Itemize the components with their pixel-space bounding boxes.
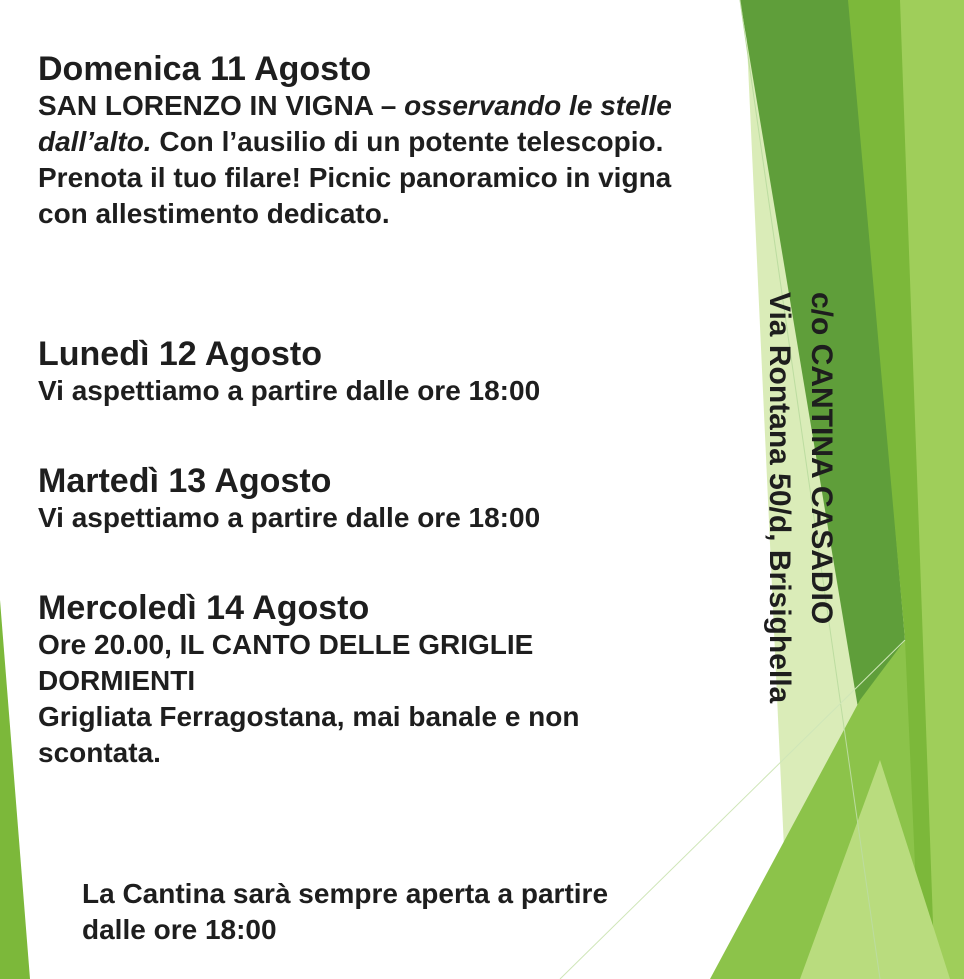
event-wednesday — [38, 589, 718, 771]
event-monday — [38, 335, 718, 409]
event-tuesday — [38, 462, 718, 536]
address-street: Via Rontana 50/d, Brisighella — [763, 292, 796, 704]
event-description: Vi aspettiamo a partire dalle ore 18:00 — [38, 375, 541, 406]
address-block — [758, 292, 842, 772]
event-day: Lunedì 12 Agosto — [38, 335, 322, 373]
event-detail: Grigliata Ferragostana, mai banale e non scontata. — [38, 701, 580, 768]
opening-hours-note: La Cantina sarà sempre aperta a partire dalle ore 18:00 — [82, 878, 609, 945]
event-day: Mercoledì 14 Agosto — [38, 589, 370, 627]
event-description: Ore 20.00, IL CANTO DELLE GRIGLIE DORMIENTI — [38, 629, 534, 696]
green-left-edge — [0, 600, 30, 979]
event-description — [38, 88, 718, 160]
event-day: Martedì 13 Agosto — [38, 462, 332, 500]
event-sunday — [38, 50, 718, 232]
event-description: Vi aspettiamo a partire dalle ore 18:00 — [38, 502, 541, 533]
event-day: Domenica 11 Agosto — [38, 50, 372, 88]
event-title-rest: Con l’ausilio di un potente telescopio. — [151, 126, 664, 157]
event-title-italic: osservando le stelle dall’alto. — [38, 90, 672, 157]
event-title: SAN LORENZO IN VIGNA – — [38, 90, 405, 121]
address-venue: c/o CANTINA CASADIO — [805, 292, 838, 625]
event-detail: Prenota il tuo filare! Picnic panoramico in vigna con allestimento dedicato. — [38, 162, 672, 229]
